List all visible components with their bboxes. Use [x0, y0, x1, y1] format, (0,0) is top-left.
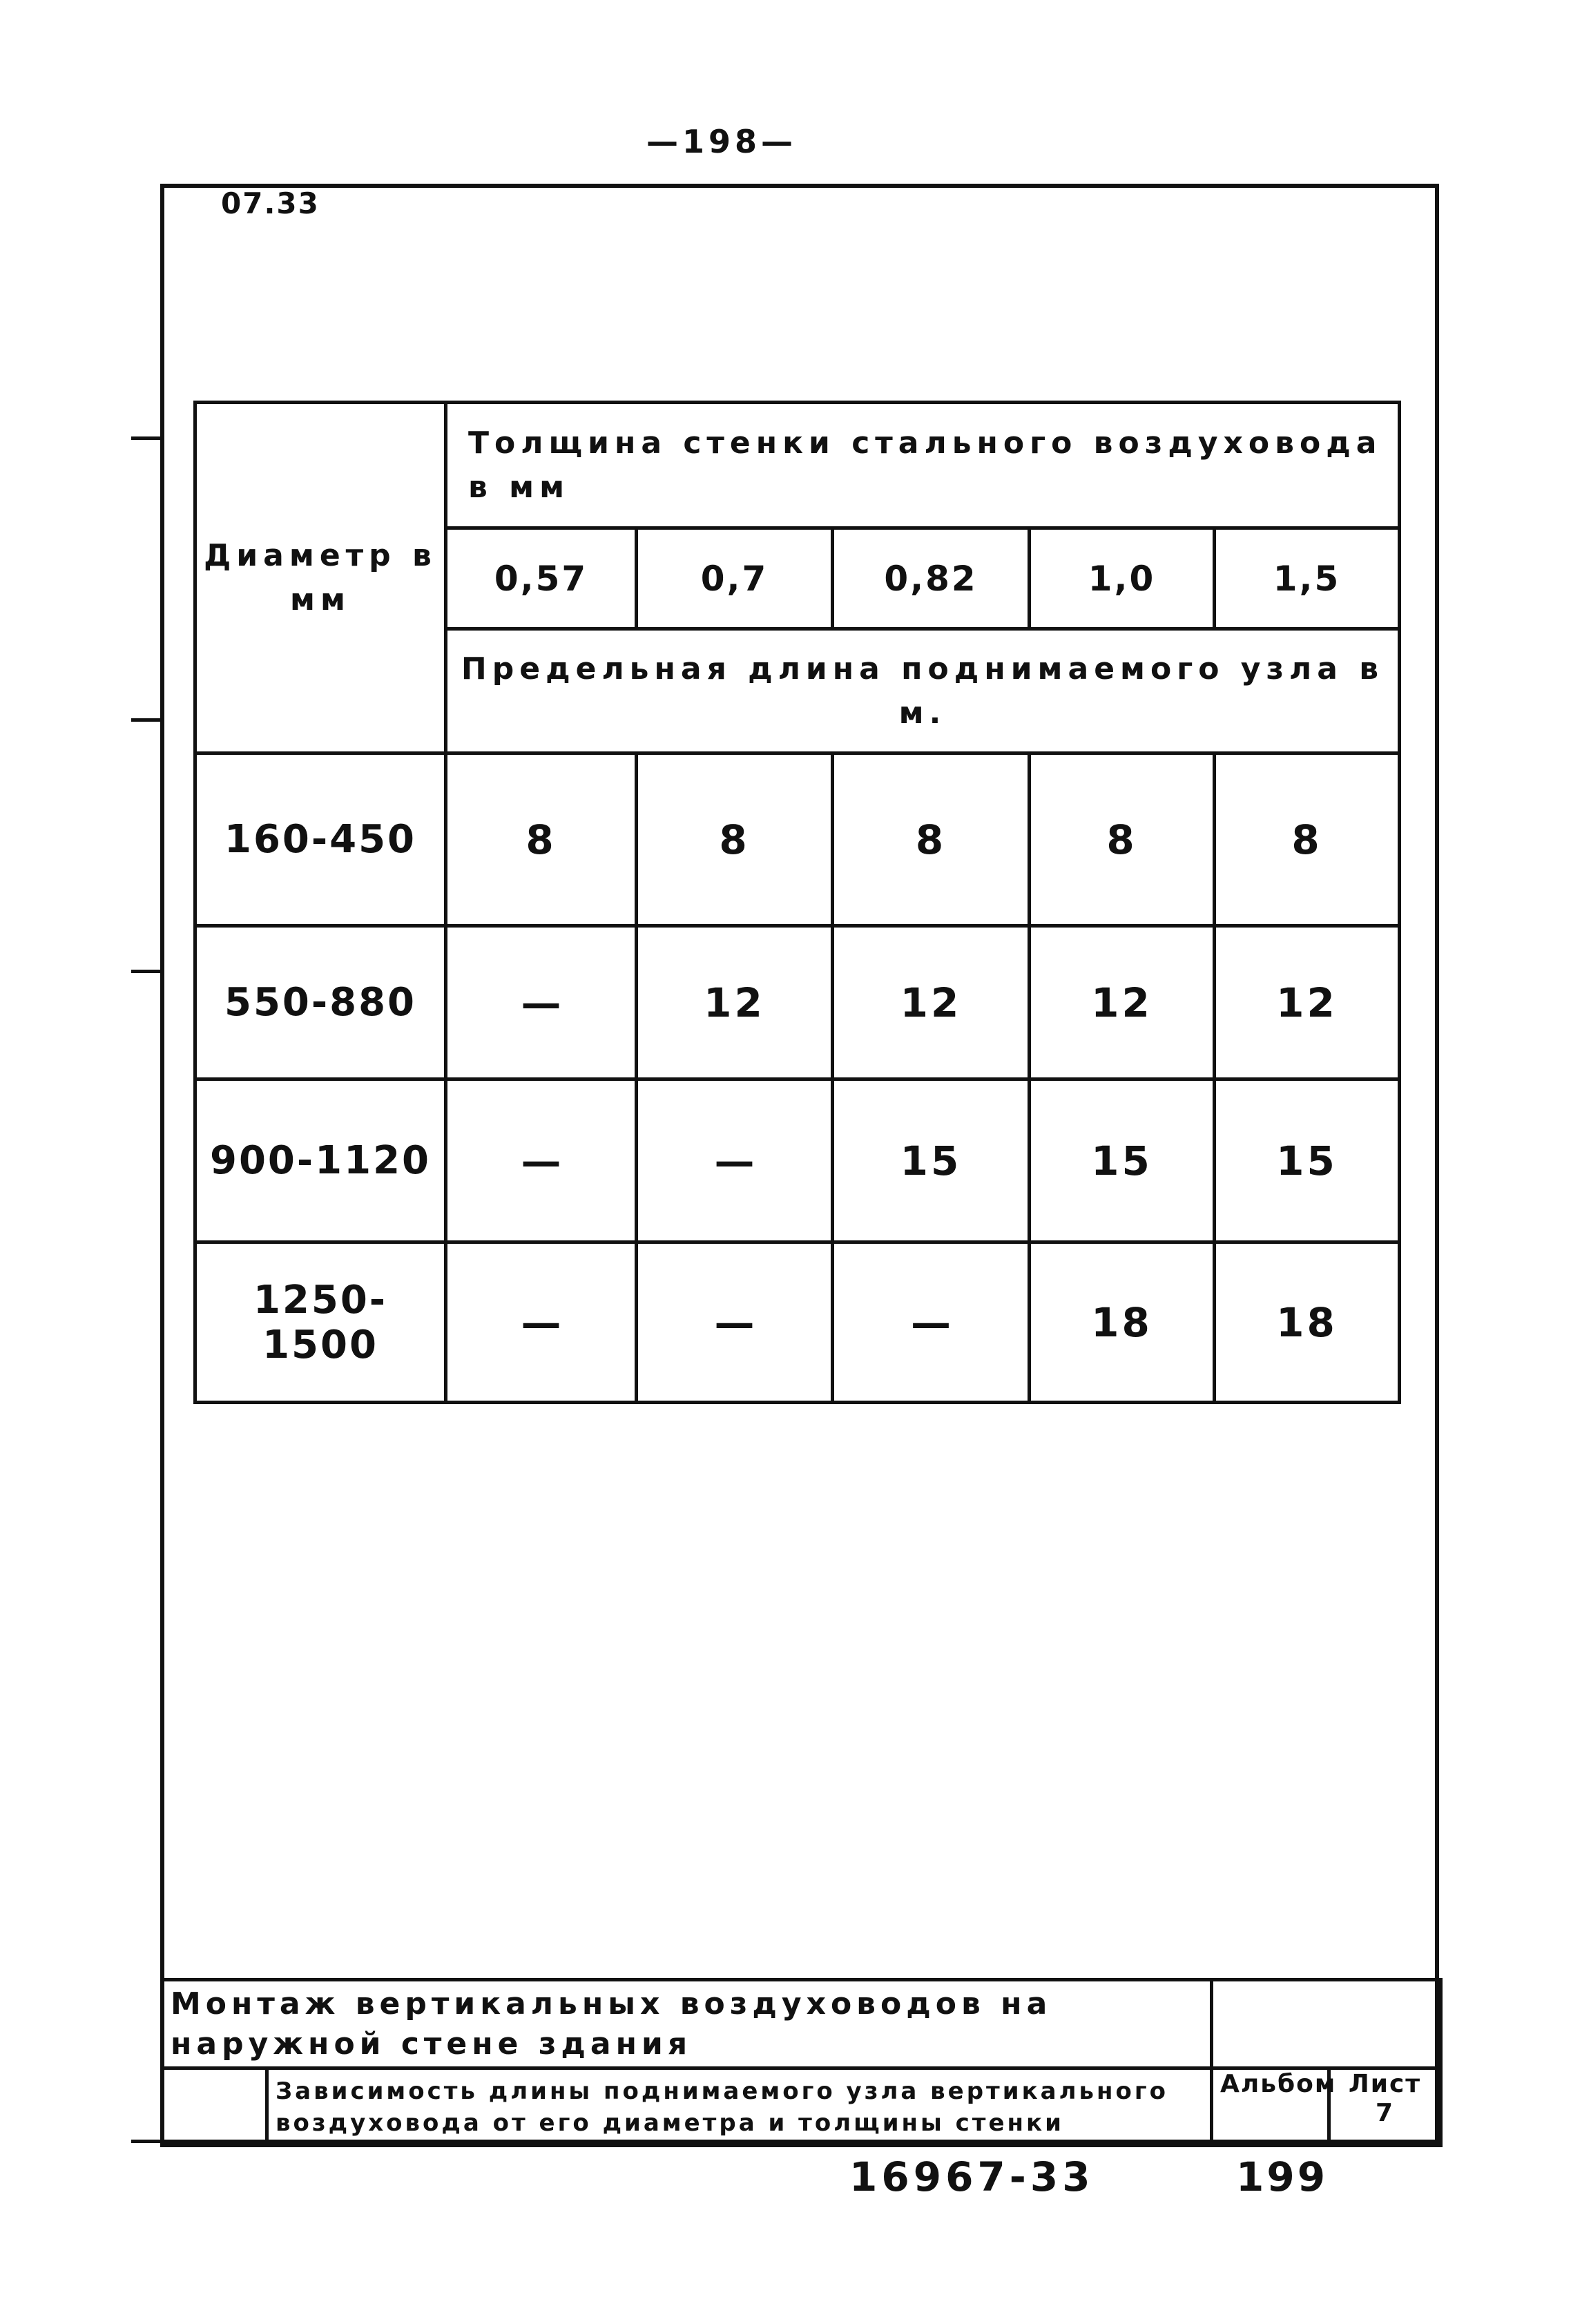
thickness-value: 1,5	[1215, 528, 1400, 629]
diameter-cell: 550-880	[195, 926, 446, 1079]
margin-tick	[131, 2140, 162, 2143]
table-row	[195, 753, 1400, 926]
thickness-value: 1,0	[1030, 528, 1215, 629]
top-page-number: —198—	[646, 123, 798, 160]
length-cell: 12	[1215, 926, 1400, 1079]
diameter-cell: 160-450	[195, 753, 446, 926]
margin-tick	[131, 436, 162, 440]
length-cell: —	[833, 1242, 1030, 1403]
length-cell: 12	[1030, 926, 1215, 1079]
bottom-page-number: 199	[1236, 2153, 1329, 2200]
thickness-value: 0,82	[833, 528, 1030, 629]
length-cell: 15	[1215, 1079, 1400, 1242]
length-cell: 8	[1030, 753, 1215, 926]
length-cell: 12	[833, 926, 1030, 1079]
length-cell: 15	[833, 1079, 1030, 1242]
diameter-cell: 1250-1500	[195, 1242, 446, 1403]
album-number: 16967-33	[849, 2153, 1095, 2200]
thickness-value: 0,7	[637, 528, 833, 629]
length-cell: 18	[1215, 1242, 1400, 1403]
length-cell: 8	[637, 753, 833, 926]
sheet-subtitle: Зависимость длины поднимаемого узла вертикального воздуховода от его диаметра и толщины стенки	[267, 2068, 1212, 2146]
thickness-header: Толщина стенки стального воздуховода в мм	[446, 403, 1400, 528]
table-row	[195, 1079, 1400, 1242]
margin-tick	[131, 718, 162, 722]
length-cell: 12	[637, 926, 833, 1079]
thickness-value: 0,57	[446, 528, 637, 629]
length-cell: 15	[1030, 1079, 1215, 1242]
length-cell: 18	[1030, 1242, 1215, 1403]
margin-tick	[131, 970, 162, 973]
length-cell: —	[446, 1242, 637, 1403]
title-empty-cell	[162, 2068, 267, 2146]
length-cell: —	[446, 926, 637, 1079]
length-cell: 8	[446, 753, 637, 926]
title-block	[160, 1978, 1443, 2147]
length-cell: —	[637, 1079, 833, 1242]
sheet-number: 7	[1375, 2099, 1395, 2127]
title-empty-cell	[1212, 1980, 1441, 2068]
album-label: Альбом	[1212, 2068, 1329, 2146]
table-row	[195, 1242, 1400, 1403]
length-cell: —	[446, 1079, 637, 1242]
length-cell: 8	[1215, 753, 1400, 926]
table-row	[195, 926, 1400, 1079]
drawing-title: Монтаж вертикальных воздуховодов на наружной стене здания	[162, 1980, 1212, 2068]
diameter-cell: 900-1120	[195, 1079, 446, 1242]
sheet-cell	[1329, 2068, 1441, 2146]
length-cell: —	[637, 1242, 833, 1403]
sheet-label: Лист	[1348, 2070, 1422, 2098]
length-header: Предельная длина поднимаемого узла в м.	[446, 629, 1400, 753]
diameter-header: Диаметр в мм	[195, 403, 446, 753]
document-code: 07.33	[221, 186, 320, 220]
length-table	[193, 401, 1401, 1404]
length-cell: 8	[833, 753, 1030, 926]
